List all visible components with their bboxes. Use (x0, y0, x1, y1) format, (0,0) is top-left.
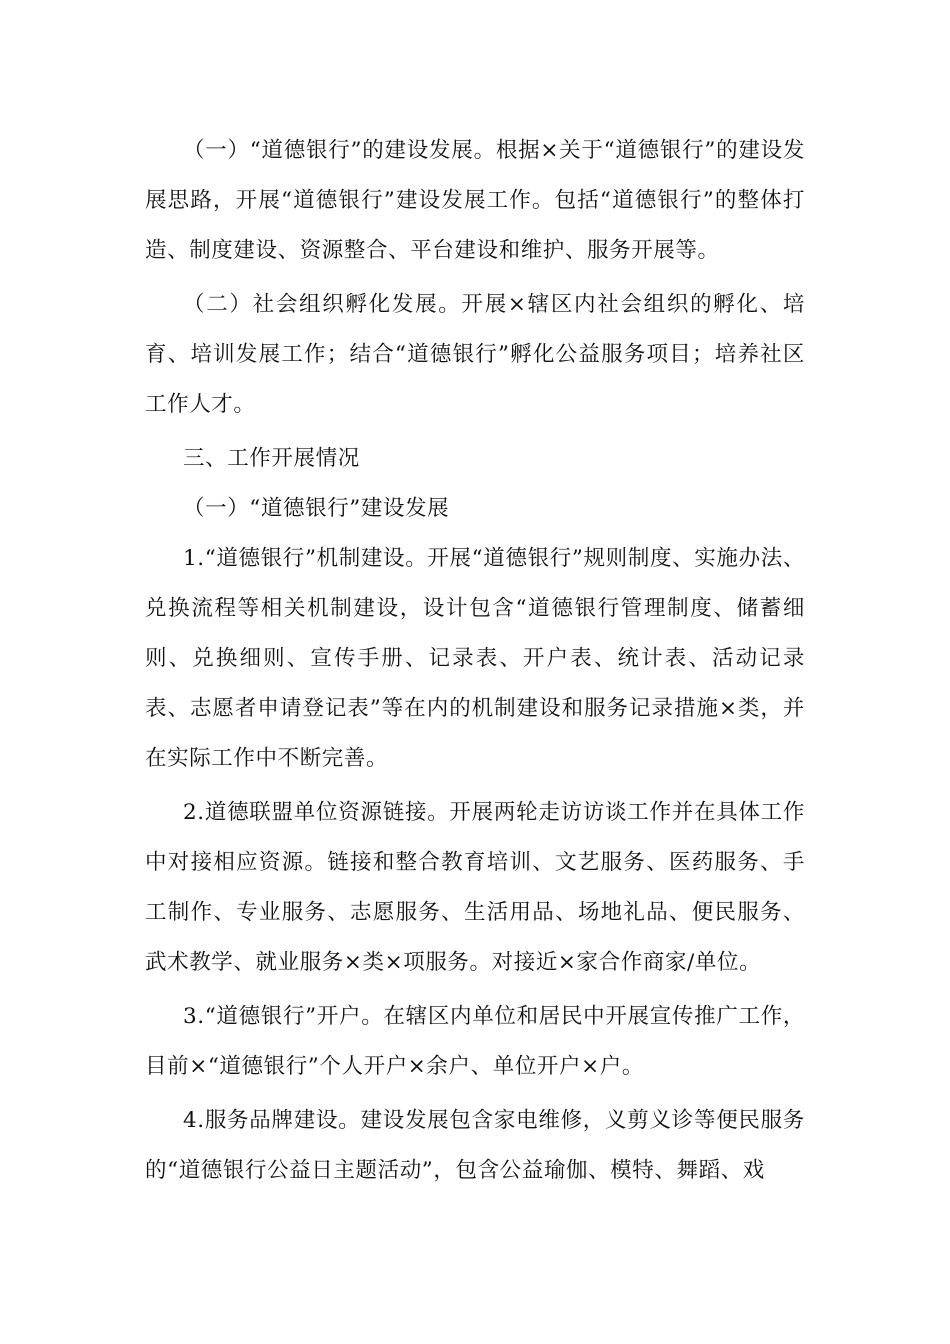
paragraph-moral-bank-development: （一）“道德银行”的建设发展。根据×关于“道德银行”的建设发展思路，开展“道德银行”建设发展工作。包括“道德银行”的整体打造、制度建设、资源整合、平台建设和维护、服务开展等。 (145, 138, 805, 263)
section-heading-work-progress: 三、工作开展情况 (183, 446, 360, 471)
paragraph-item-1-mechanism: 1.“道德银行”机制建设。开展“道德银行”规则制度、实施办法、兑换流程等相关机制建设，设计包含“道德银行管理制度、储蓄细则、兑换细则、宣传手册、记录表、开户表、统计表、活动记录表、志愿者申请登记表”等在内的机制建设和服务记录措施×类，并在实际工作中不断完善。 (145, 546, 805, 771)
paragraph-item-2-resource-linking: 2.道德联盟单位资源链接。开展两轮走访访谈工作并在具体工作中对接相应资源。链接和整合教育培训、文艺服务、医药服务、手工制作、专业服务、志愿服务、生活用品、场地礼品、便民服务、武术教学、就业服务×类×项服务。对接近×家合作商家/单位。 (145, 800, 805, 975)
paragraph-item-3-account-opening: 3.“道德银行”开户。在辖区内单位和居民中开展宣传推广工作，目前×“道德银行”个人开户×余户、单位开户×户。 (145, 1004, 805, 1079)
paragraph-social-org-incubation: （二）社会组织孵化发展。开展×辖区内社会组织的孵化、培育、培训发展工作；结合“道德银行”孵化公益服务项目；培养社区工作人才。 (145, 292, 805, 417)
document-body (145, 126, 805, 1200)
paragraph-item-4-brand-building: 4.服务品牌建设。建设发展包含家电维修，义剪义诊等便民服务的“道德银行公益日主题活动”，包含公益瑜伽、模特、舞蹈、戏 (145, 1108, 805, 1183)
subsection-heading-moral-bank: （一）“道德银行”建设发展 (183, 496, 450, 521)
